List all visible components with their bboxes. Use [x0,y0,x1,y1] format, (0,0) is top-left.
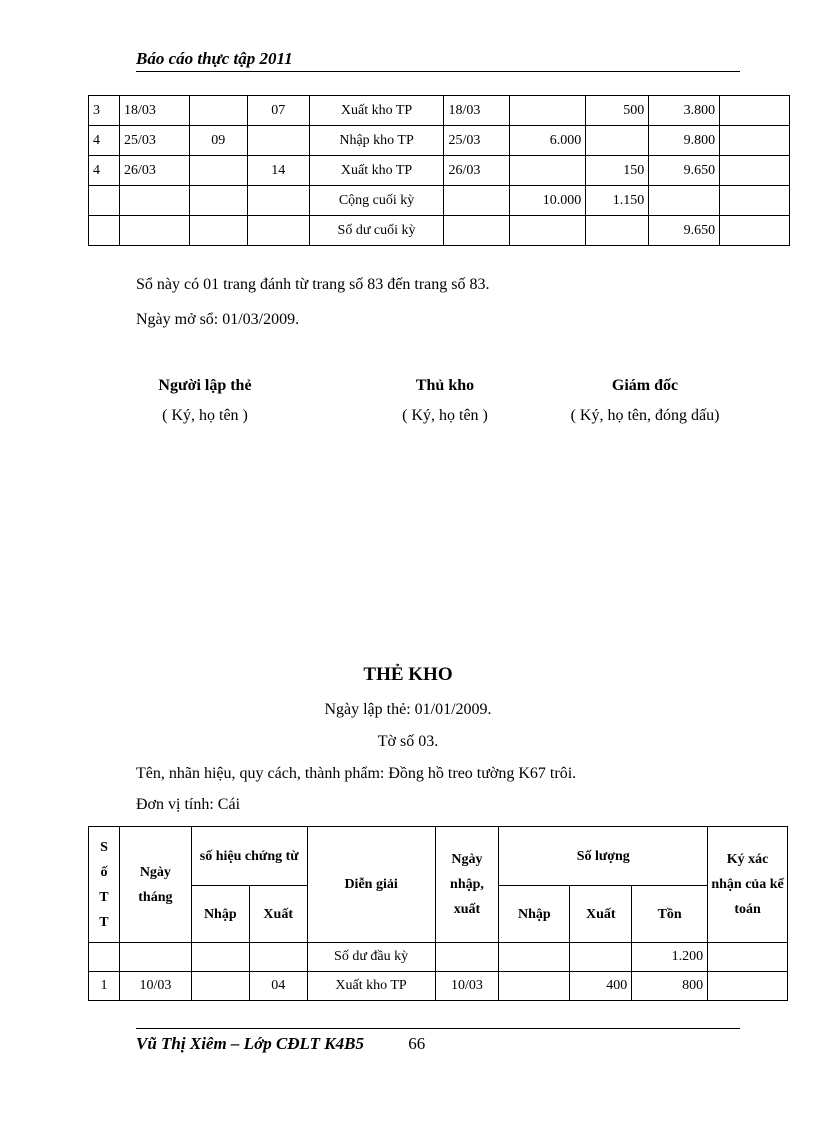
table-cell: 25/03 [119,126,189,156]
signature-preparer [120,377,290,425]
col-dien-giai: Diễn giải [307,827,435,943]
col-so-luong: Số lượng [499,827,708,886]
table-cell: 09 [189,126,247,156]
table-cell: Xuất kho TP [307,972,435,1001]
table-cell [119,186,189,216]
card-sheet: Tờ số 03. [377,733,439,750]
table-cell: Xuất kho TP [309,96,444,126]
card-title: THẺ KHO [363,664,453,685]
page-footer [136,1034,425,1054]
table-cell: 400 [570,972,632,1001]
table-cell: Số dư đầu kỳ [307,943,435,972]
table-cell: Số dư cuối kỳ [309,216,444,246]
table-cell [89,943,120,972]
table-cell: 18/03 [119,96,189,126]
signature-title: Giám đốc [611,377,679,394]
table-cell [444,216,510,246]
table-cell: 26/03 [119,156,189,186]
table-cell [247,186,309,216]
table-cell: 9.800 [649,126,720,156]
table-cell [720,126,790,156]
table-cell: 1.200 [632,943,708,972]
table-cell [720,96,790,126]
table-cell: 04 [249,972,307,1001]
col-stt: S ố T T [89,827,120,943]
table-cell [720,186,790,216]
table-cell: 3.800 [649,96,720,126]
col-sl-nhap: Nhập [499,886,570,943]
note-open-date: Ngày mở sổ: 01/03/2009. [136,311,300,328]
table-row [89,96,790,126]
signature-sub: ( Ký, họ tên ) [162,407,248,424]
table-cell [499,972,570,1001]
table-cell [247,216,309,246]
table-cell [249,943,307,972]
card-product: Tên, nhãn hiệu, quy cách, thành phẩm: Đồng hồ treo tường K67 trôi. [136,765,577,782]
col-so-hieu: số hiệu chứng từ [191,827,307,886]
signature-director [545,377,745,425]
table-cell: 800 [632,972,708,1001]
table-cell: Cộng cuối kỳ [309,186,444,216]
table-cell: Xuất kho TP [309,156,444,186]
table-row [89,216,790,246]
table-row [89,186,790,216]
signature-storekeeper [370,377,520,425]
table-cell [649,186,720,216]
table-cell: 18/03 [444,96,510,126]
table-cell [189,216,247,246]
signature-title: Người lập thẻ [158,377,252,394]
table-row [89,943,788,972]
table-cell: 1 [89,972,120,1001]
table-cell [570,943,632,972]
table-cell [708,943,788,972]
table-cell: 26/03 [444,156,510,186]
table-cell [444,186,510,216]
card-unit: Đơn vị tính: Cái [136,796,241,813]
table-cell [510,96,586,126]
table-cell: 07 [247,96,309,126]
table-cell: 10/03 [435,972,499,1001]
table-cell: 10/03 [119,972,191,1001]
col-so-hieu-nhap: Nhập [191,886,249,943]
table-cell [499,943,570,972]
table-row [89,126,790,156]
table-cell [119,216,189,246]
table-cell [89,186,120,216]
table-cell: 9.650 [649,156,720,186]
signature-sub: ( Ký, họ tên, đóng dấu) [570,407,720,424]
signature-sub: ( Ký, họ tên ) [402,407,488,424]
table-cell [189,186,247,216]
page-header: Báo cáo thực tập 2011 [136,49,740,72]
col-ky-xac-nhan: Ký xác nhận của kế toán [708,827,788,943]
table-cell: 9.650 [649,216,720,246]
table-cell [708,972,788,1001]
table-cell [510,216,586,246]
table-cell [189,96,247,126]
table-cell: 4 [89,126,120,156]
page-number: 66 [408,1034,426,1053]
table-cell: 25/03 [444,126,510,156]
table-cell: 10.000 [510,186,586,216]
table-row [89,156,790,186]
table-cell [435,943,499,972]
table-cell [720,216,790,246]
col-sl-ton: Tồn [632,886,708,943]
signature-title: Thủ kho [415,377,475,394]
table-cell: 4 [89,156,120,186]
col-ngay-nhap-xuat: Ngày nhập, xuất [435,827,499,943]
card-date: Ngày lập thẻ: 01/01/2009. [324,701,492,718]
footer-author: Vũ Thị Xiêm – Lớp CĐLT K4B5 [136,1034,364,1053]
table-row [89,972,788,1001]
table-cell [189,156,247,186]
footer-divider [136,1028,740,1029]
table-cell [510,156,586,186]
table-cell: 3 [89,96,120,126]
note-pages: Sổ này có 01 trang đánh từ trang số 83 đến trang số 83. [136,276,490,293]
col-so-hieu-xuat: Xuất [249,886,307,943]
top-ledger-table [88,95,790,246]
table-cell [119,943,191,972]
table-cell [586,126,649,156]
table-cell: 150 [586,156,649,186]
stock-card-table [88,826,788,1001]
table-cell: 14 [247,156,309,186]
table-cell: 500 [586,96,649,126]
table-cell [720,156,790,186]
table-cell: 1.150 [586,186,649,216]
table-cell [586,216,649,246]
col-sl-xuat: Xuất [570,886,632,943]
col-ngay-thang: Ngày tháng [119,827,191,943]
table-cell [191,972,249,1001]
table-cell [191,943,249,972]
table-cell: Nhập kho TP [309,126,444,156]
table-cell [247,126,309,156]
table-cell [89,216,120,246]
table-cell: 6.000 [510,126,586,156]
